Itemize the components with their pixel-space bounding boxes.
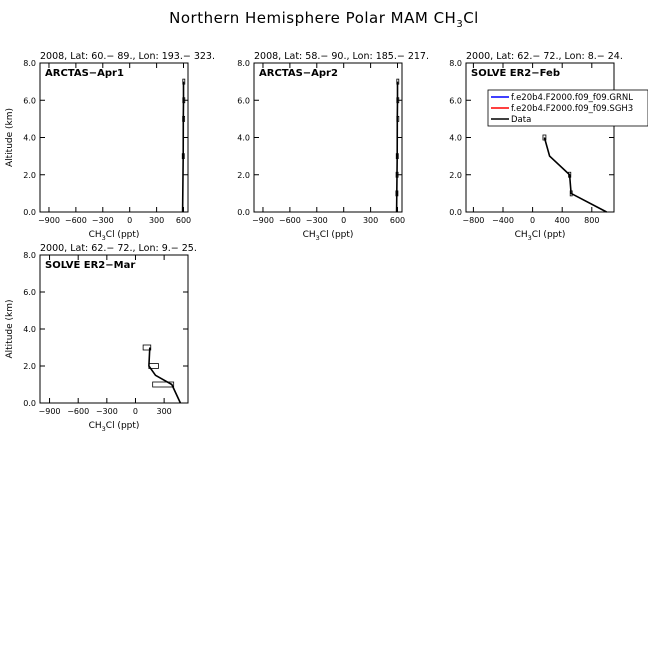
x-tick-label: −900 (37, 216, 60, 225)
y-tick-label: 2.0 (449, 170, 462, 180)
panel-header: 2000, Lat: 62.− 72., Lon: 8.− 24. (466, 51, 623, 62)
panel-header: 2000, Lat: 62.− 72., Lon: 9.− 25. (40, 243, 197, 254)
panel-header: 2008, Lat: 60.− 89., Lon: 193.− 323. (40, 51, 215, 62)
y-tick-label: 6.0 (23, 288, 36, 297)
x-axis-label-sub: 3 (527, 234, 532, 242)
y-tick-label: 2.0 (237, 170, 250, 180)
legend-entry: f.e20b4.F2000.f09_f09.GRNL (511, 93, 634, 103)
legend-entry: Data (511, 115, 532, 125)
x-tick-label: −400 (492, 216, 514, 225)
y-tick-label: 6.0 (23, 96, 36, 106)
plot-frame (40, 63, 188, 212)
x-axis-label-sub: 3 (101, 234, 106, 242)
x-tick-label: −300 (91, 216, 114, 225)
x-tick-label: 600 (175, 216, 192, 225)
data-series-line (149, 348, 181, 404)
x-tick-label: 300 (362, 216, 379, 225)
y-tick-label: 2.0 (23, 170, 36, 180)
x-axis-label (89, 230, 140, 242)
x-axis-label (515, 230, 566, 242)
x-tick-label: 600 (389, 216, 406, 225)
x-tick-label: −800 (462, 216, 485, 225)
figure-title-main: Northern Hemisphere Polar MAM CH (169, 9, 457, 27)
y-tick-label: 4.0 (237, 133, 250, 143)
x-axis-label-main: CH (88, 421, 102, 431)
x-axis-label (303, 230, 354, 242)
x-axis-label-sub: 3 (101, 425, 106, 433)
y-tick-label: 0.0 (23, 208, 36, 217)
y-tick-label: 8.0 (237, 59, 250, 68)
y-tick-label: 8.0 (23, 59, 36, 68)
x-tick-label: −600 (278, 216, 301, 225)
chart-panel (5, 243, 197, 433)
y-tick-label: 6.0 (237, 96, 250, 106)
y-tick-label: 4.0 (23, 325, 36, 334)
y-tick-label: 2.0 (23, 362, 36, 371)
data-series-line (397, 82, 398, 212)
x-tick-label: 300 (148, 216, 165, 225)
x-tick-label: −300 (305, 216, 328, 225)
x-tick-label: −900 (251, 216, 274, 225)
x-axis-label-sub: 3 (315, 234, 320, 242)
x-axis-label-tail: Cl (ppt) (105, 421, 140, 431)
panel-label: ARCTAS−Apr1 (45, 68, 124, 79)
x-tick-label: 0 (530, 216, 536, 225)
figure-title-tail: Cl (463, 9, 479, 27)
data-series-line (183, 82, 184, 212)
x-tick-label: −900 (38, 407, 61, 416)
y-tick-label: 0.0 (449, 208, 462, 217)
figure-title-sub: 3 (456, 19, 464, 30)
x-axis-label-main: CH (88, 230, 102, 240)
plot-frame (466, 63, 614, 212)
x-tick-label: 0 (341, 216, 347, 225)
x-axis-label (89, 421, 140, 433)
y-tick-label: 0.0 (237, 208, 250, 217)
x-tick-label: −600 (64, 216, 87, 225)
y-tick-label: 8.0 (449, 59, 462, 68)
x-tick-label: −600 (67, 407, 90, 416)
x-tick-label: 800 (584, 216, 600, 225)
y-tick-label: 8.0 (23, 251, 36, 260)
x-tick-label: 400 (554, 216, 570, 225)
y-axis-label: Altitude (km) (5, 107, 15, 168)
y-tick-label: 4.0 (23, 133, 36, 143)
y-tick-label: 4.0 (449, 133, 462, 143)
x-tick-label: 0 (127, 216, 133, 225)
panel-label: ARCTAS−Apr2 (259, 68, 338, 79)
figure-title (169, 9, 479, 30)
y-tick-label: 0.0 (23, 399, 36, 408)
x-axis-label-tail: Cl (ppt) (105, 230, 140, 240)
panel-label: SOLVE ER2−Mar (45, 260, 136, 271)
legend (488, 90, 648, 126)
x-axis-label-main: CH (514, 230, 528, 240)
x-axis-label-tail: Cl (ppt) (319, 230, 354, 240)
legend-entry: f.e20b4.F2000.f09_f09.SGH3 (511, 104, 634, 114)
plot-frame (254, 63, 402, 212)
y-axis-label: Altitude (km) (5, 299, 15, 359)
y-tick-label: 6.0 (449, 96, 462, 106)
chart-panel (5, 51, 215, 242)
data-series-line (544, 138, 606, 213)
x-tick-label: −300 (95, 407, 118, 416)
x-axis-label-main: CH (302, 230, 316, 240)
panel-header: 2008, Lat: 58.− 90., Lon: 185.− 217. (254, 51, 429, 62)
x-tick-label: 0 (132, 407, 139, 416)
panel-label: SOLVE ER2−Feb (471, 68, 560, 79)
chart-panel (449, 51, 623, 242)
x-axis-label-tail: Cl (ppt) (531, 230, 566, 240)
x-tick-label: 300 (156, 407, 172, 416)
panels (5, 51, 648, 433)
chart-panel (237, 51, 429, 242)
